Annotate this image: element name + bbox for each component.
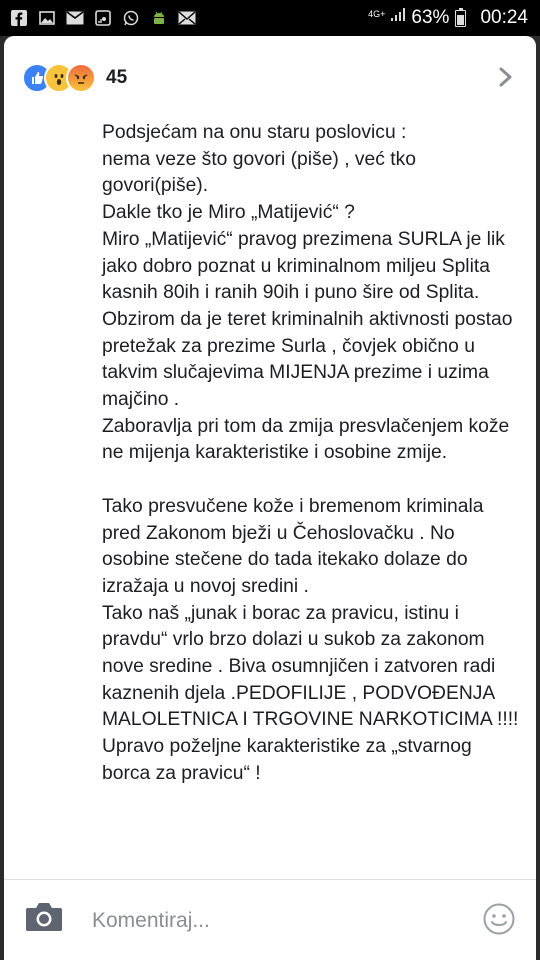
reactions-summary[interactable] (22, 62, 127, 94)
comment-bar (4, 879, 536, 960)
email-icon (178, 9, 196, 27)
chrome-cast-icon (94, 9, 112, 27)
status-bar (0, 0, 540, 36)
post-paragraph: Podsjećam na onu staru poslovicu : nema veze što govori (piše) , već tko govori(piše). Dakle tko je Miro „Matijević“ ? Miro „Matijević“ pravog prezimena SURLA je lik jako dobro poznat u kriminalnom miljeu Splita kasnih 80ih i ranih 90ih i puno šire od Splita. Obzirom da je teret kriminalnih aktivnosti postao pretežak za prezime Surla , čovjek obično u takvim slučajevima MIJENJA prezime i uzima majčino . Zaboravlja pri tom da zmija presvlačenjem kože ne mijenja karakteristike i osobine zmije. (102, 122, 513, 464)
system-status (368, 7, 528, 29)
android-icon (150, 9, 168, 27)
post-paragraph: Tako presvučene kože i bremenom kriminala pred Zakonom bježi u Čehoslovačku . No osobine stečene do tada itekako dolaze do izražaja u novoj sredini . Tako naš „junak i borac za pravicu, istinu i pravdu“ vrlo brzo dolazi u sukob za zakonom nove sredine . Biva osumnjičen i zatvoren radi kaznenih djela .PEDOFILIJE , PODVOĐENJA MALOLETNICA I TRGOVINE NARKOTICIMA !!!! Upravo poželjne karakteristike za „stvarnog borca za pravicu“ ! (102, 495, 519, 784)
camera-icon[interactable] (24, 900, 64, 934)
comment-input[interactable] (90, 904, 454, 938)
battery-percent: 63% (411, 7, 450, 28)
chevron-right-icon[interactable] (494, 66, 516, 88)
paragraph-gap (102, 467, 522, 494)
gmail-icon (66, 9, 84, 27)
smiley-icon[interactable] (482, 902, 516, 936)
gallery-icon (38, 9, 56, 27)
reaction-count: 45 (106, 67, 128, 88)
network-type: 4G+ (368, 8, 386, 19)
post-text (102, 120, 522, 788)
notification-icons (10, 9, 196, 27)
angry-icon (66, 63, 96, 93)
battery-icon (455, 10, 466, 27)
clock: 00:24 (480, 7, 528, 28)
facebook-icon (10, 9, 28, 27)
post-card (4, 36, 536, 960)
whatsapp-icon (122, 9, 140, 27)
signal-icon (389, 7, 405, 29)
